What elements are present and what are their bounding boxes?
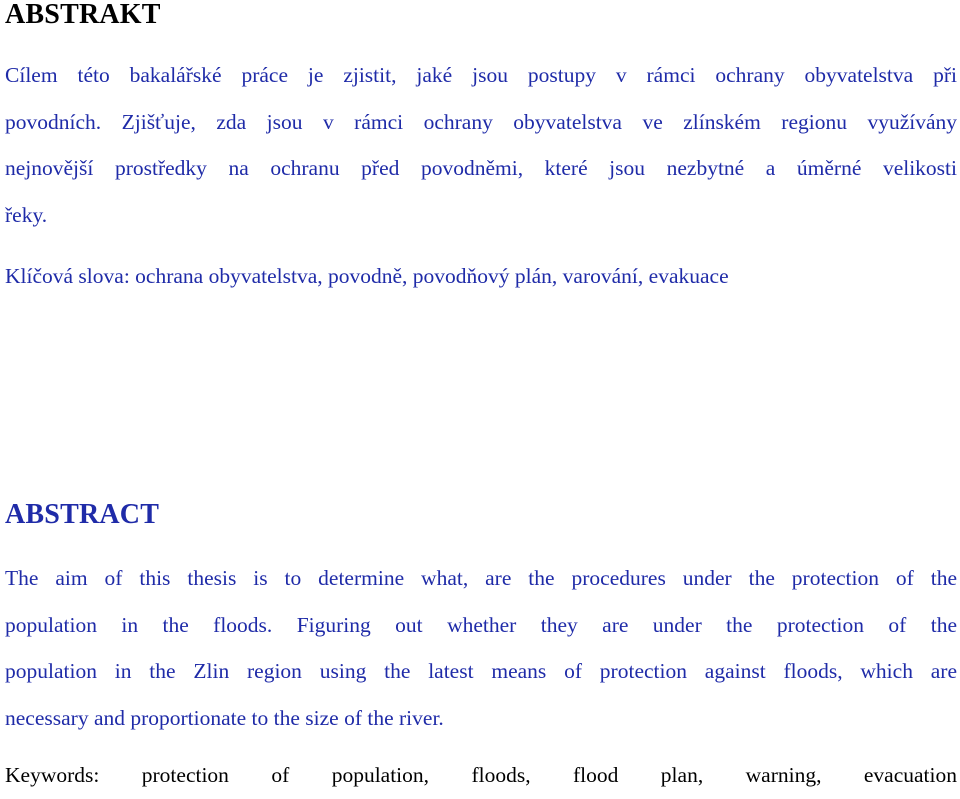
abstract-line: The aim of this thesis is to determine what, are the procedures under the protection of the [5, 566, 957, 590]
abstrakt-line: povodních. Zjišťuje, zda jsou v rámci ochrany obyvatelstva ve zlínském regionu využívány [5, 109, 957, 134]
keywords-paragraph [5, 752, 957, 799]
abstract-line: population in the floods. Figuring out whether they are under the protection of the [5, 612, 957, 637]
abstract-line: necessary and proportionate to the size of the river. [5, 705, 444, 730]
abstract-paragraph [5, 555, 957, 741]
abstract-heading: ABSTRACT [5, 499, 160, 530]
klicova-slova-line: Klíčová slova: ochrana obyvatelstva, povodně, povodňový plán, varování, evakuace [5, 264, 729, 288]
abstrakt-line: řeky. [5, 202, 48, 227]
abstrakt-line: Cílem této bakalářské práce je zjistit, jaké jsou postupy v rámci ochrany obyvatelstva při [5, 63, 957, 87]
keywords-line: Keywords: protection of population, floods, flood plan, warning, evacuation [5, 763, 957, 787]
abstrakt-paragraph [5, 52, 957, 238]
abstrakt-heading: ABSTRAKT [5, 0, 161, 30]
klicova-slova-paragraph [5, 253, 957, 300]
abstract-line: population in the Zlin region using the latest means of protection against floods, which are [5, 659, 957, 683]
abstrakt-line: nejnovější prostředky na ochranu před povodněmi, které jsou nezbytné a úměrné velikosti [5, 156, 957, 180]
